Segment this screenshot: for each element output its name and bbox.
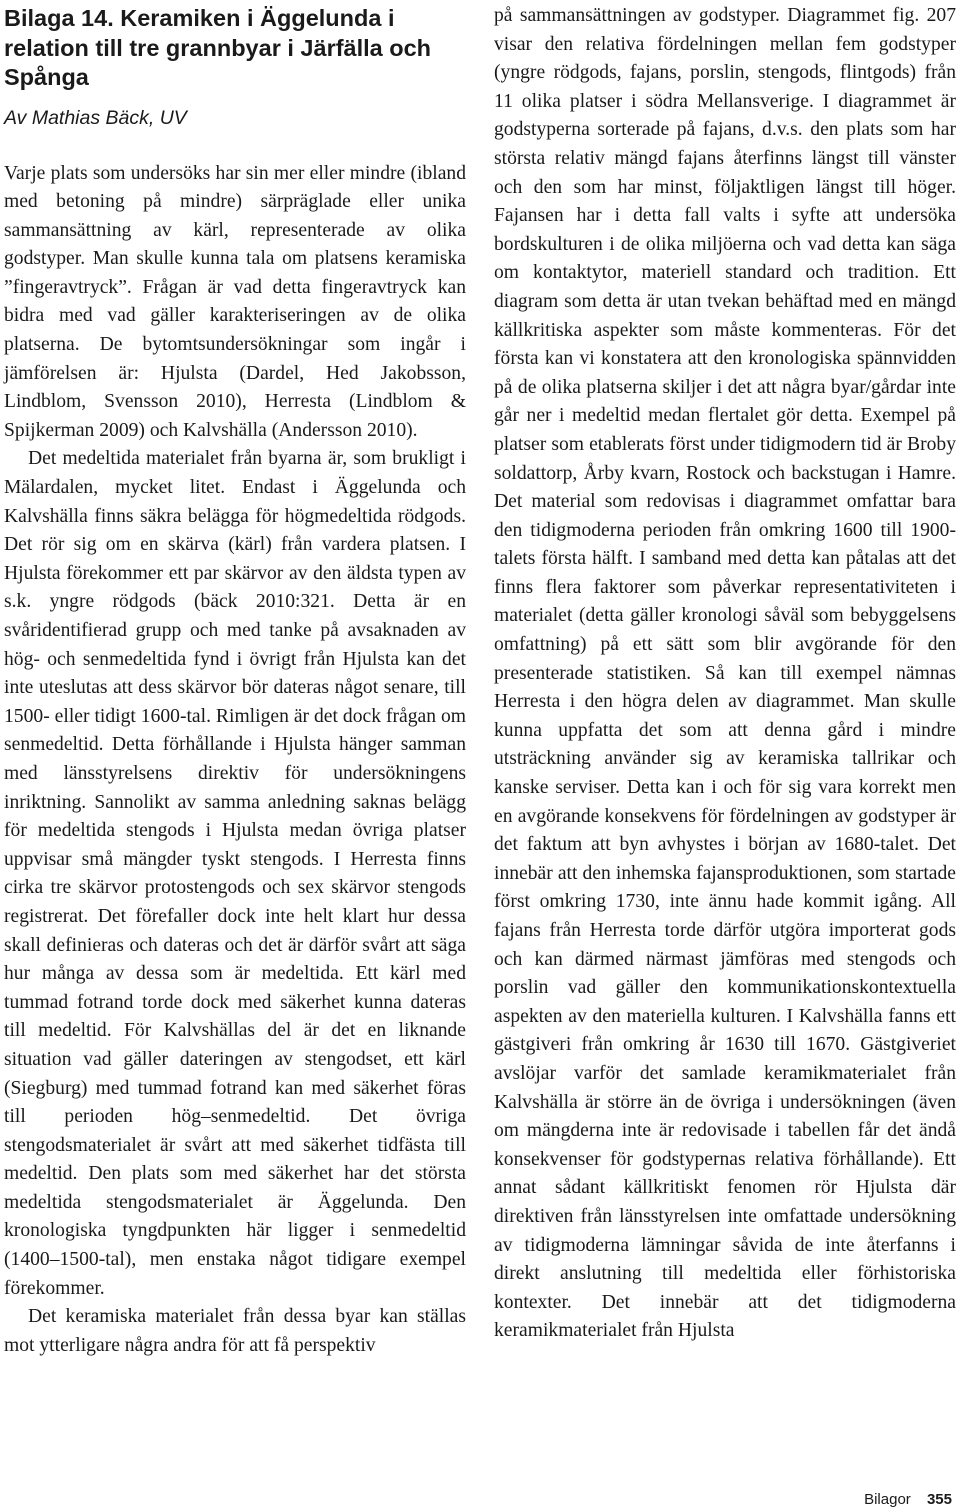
paragraph-intro: Varje plats som undersöks har sin mer eller mindre (ibland med betoning på mindre) särpräglade eller unika sammansättning av kärl, representerade av olika godstyper. Man skulle kunna tala om platsens keramiska ”fingeravtryck”. Frågan är vad detta fingeravtryck kan bidra med vad gäller karakteriseringen av de olika platserna. De bytomtsundersökningar som ingår i jämförelsen är: Hjulsta (Dardel, Hed Jakobsson, Lindblom, Svensson 2010), Herresta (Lindblom & Spijkerman 2009) och Kalvshälla (Andersson 2010). (4, 162, 466, 441)
right-column (494, 2, 956, 1346)
footer-section-label: Bilagor (864, 1491, 911, 1508)
page-footer (864, 1491, 952, 1509)
page-number: 355 (926, 1491, 952, 1508)
paragraph-medieval-material: Det medeltida materialet från byarna är, som brukligt i Mälardalen, mycket litet. Endast i Äggelunda och Kalvshälla finns säkra belägga för högmedeltida rödgods. Det rör sig om en skärva (kärl) från vardera platsen. I Hjulsta förekommer ett par skärvor av den äldsta typen av s.k. yngre rödgods (bäck 2010:321. Detta är en svåridentifierad grupp och med tanke på avsaknaden av hög- och senmedeltida fynd i övrigt från Hjulsta kan det inte uteslutas att dess skärvor bör dateras något senare, till 1500- eller tidigt 1600-tal. Rimligen är det dock frågan om senmedeltid. Detta förhållande i Hjulsta hänger samman med länsstyrelsens direktiv för undersökningens inriktning. Sannolikt av samma anledning saknas belägg för medeltida stengods i Hjulsta medan övriga platser uppvisar små mängder tyskt stengods. I Herresta finns cirka tre skärvor protostengods och sex skärvor stengods registrerat. Det förefaller dock inte helt klart hur dessa skall definieras och dateras och det är därför svårt att säga hur många av dessa som är medeltida. Ett kärl med tummad fotrand torde dock med säkerhet kunna dateras till medeltid. För Kalvshällas del är det en liknande situation vad gäller dateringen av stengodset, ett kärl (Siegburg) med tummad fotrand kan med säkerhet föras till perioden hög–senmedeltid. Det övriga stengodsmaterialet är svårt att med säkerhet tidfästa till medeltid. Den plats som med säkerhet har det största medeltida stengodsmaterialet är Äggelunda. Den kronologiska tyngdpunkten här ligger i senmedeltid (1400–1500-tal), men enstaka något tidigare exempel förekommer. (4, 448, 466, 1299)
paragraph-comparison: Det keramiska materialet från dessa byar kan ställas mot ytterligare några andra för att få perspektiv (4, 1306, 466, 1356)
article-byline: Av Mathias Bäck, UV (4, 106, 187, 129)
left-column (4, 4, 466, 1360)
paragraph-diagram-discussion: på sammansättningen av godstyper. Diagrammet fig. 207 visar den relativa fördelningen mellan fem godstyper (yngre rödgods, fajans, porslin, stengods, flintgods) från 11 olika platser i södra Mellansverige. I diagrammet är godstyperna sorterade på fajans, d.v.s. den plats som har största relativ mängd fajans återfinns längst till vänster och den som har minst, följaktligen längst till höger. Fajansen har i detta fall valts i syfte att undersöka bordskulturen i de olika miljöerna och vad detta kan säga om kontaktytor, materiell standard och tradition. Ett diagram som detta är utan tvekan behäftad med en mängd källkritiska aspekter som måste kommenteras. För det första kan vi konstatera att den kronologiska spännvidden på de olika platserna skiljer i det att några byar/gårdar inte går ner i medeltid medan flertalet gör detta. Exempel på platser som etablerats först under tidigmodern tid är Broby soldattorp, Årby kvarn, Rostock och backstugan i Hamre. Det material som redovisas i diagrammet omfattar bara den tidigmoderna perioden från omkring 1600 till 1900-talets första hälft. I samband med detta kan påtalas att det finns flera faktorer som påverkar representativiteten i materialet (detta gäller kronologi såväl som bebyggelsens omfattning) på ett sätt som blir avgörande för den presenterade statistiken. Så kan till exempel nämnas Herresta i den högra delen av diagrammet. Man skulle kunna uppfatta det som att denna gård i mindre utsträckning använder sig av keramiska tallrikar och kanske serviser. Detta kan i och för sig vara korrekt men en avgörande konsekvens för fördelningen av godstyper är det faktum att byn avhystes i början av 1680-talet. Det innebär att den inhemska fajansproduktionen, som startade först omkring 1730, inte ännu hade kommit igång. All fajans från Herresta torde därför utgöra importerat gods och kan därmed närmast jämföras med stengods och porslin vad gäller den kommunikationskontextuella aspekten av den materiella kulturen. I Kalvshälla fanns ett gästgiveri från omkring år 1630 till 1670. Gästgiveriet avslöjar varför det samlade keramikmaterialet från Kalvshälla är större än de övriga i undersökningen (även om mängderna inte är redovisade i tabellen får det ändå konsekvenser för godstypernas relativa förhållande). Ett annat sådant källkritiskt fenomen rör Hjulsta där direktiven från länsstyrelsen inte omfattade undersökning av tidigmoderna lämningar såvida de inte återfanns i direkt anslutning till medeltida eller förhistoriska kontexter. Det innebär att det tidigmoderna keramikmaterialet från Hjulsta (494, 5, 956, 1342)
article-title: Bilaga 14. Keramiken i Äggelunda i relation till tre grannbyar i Järfälla och Spånga (4, 5, 432, 90)
